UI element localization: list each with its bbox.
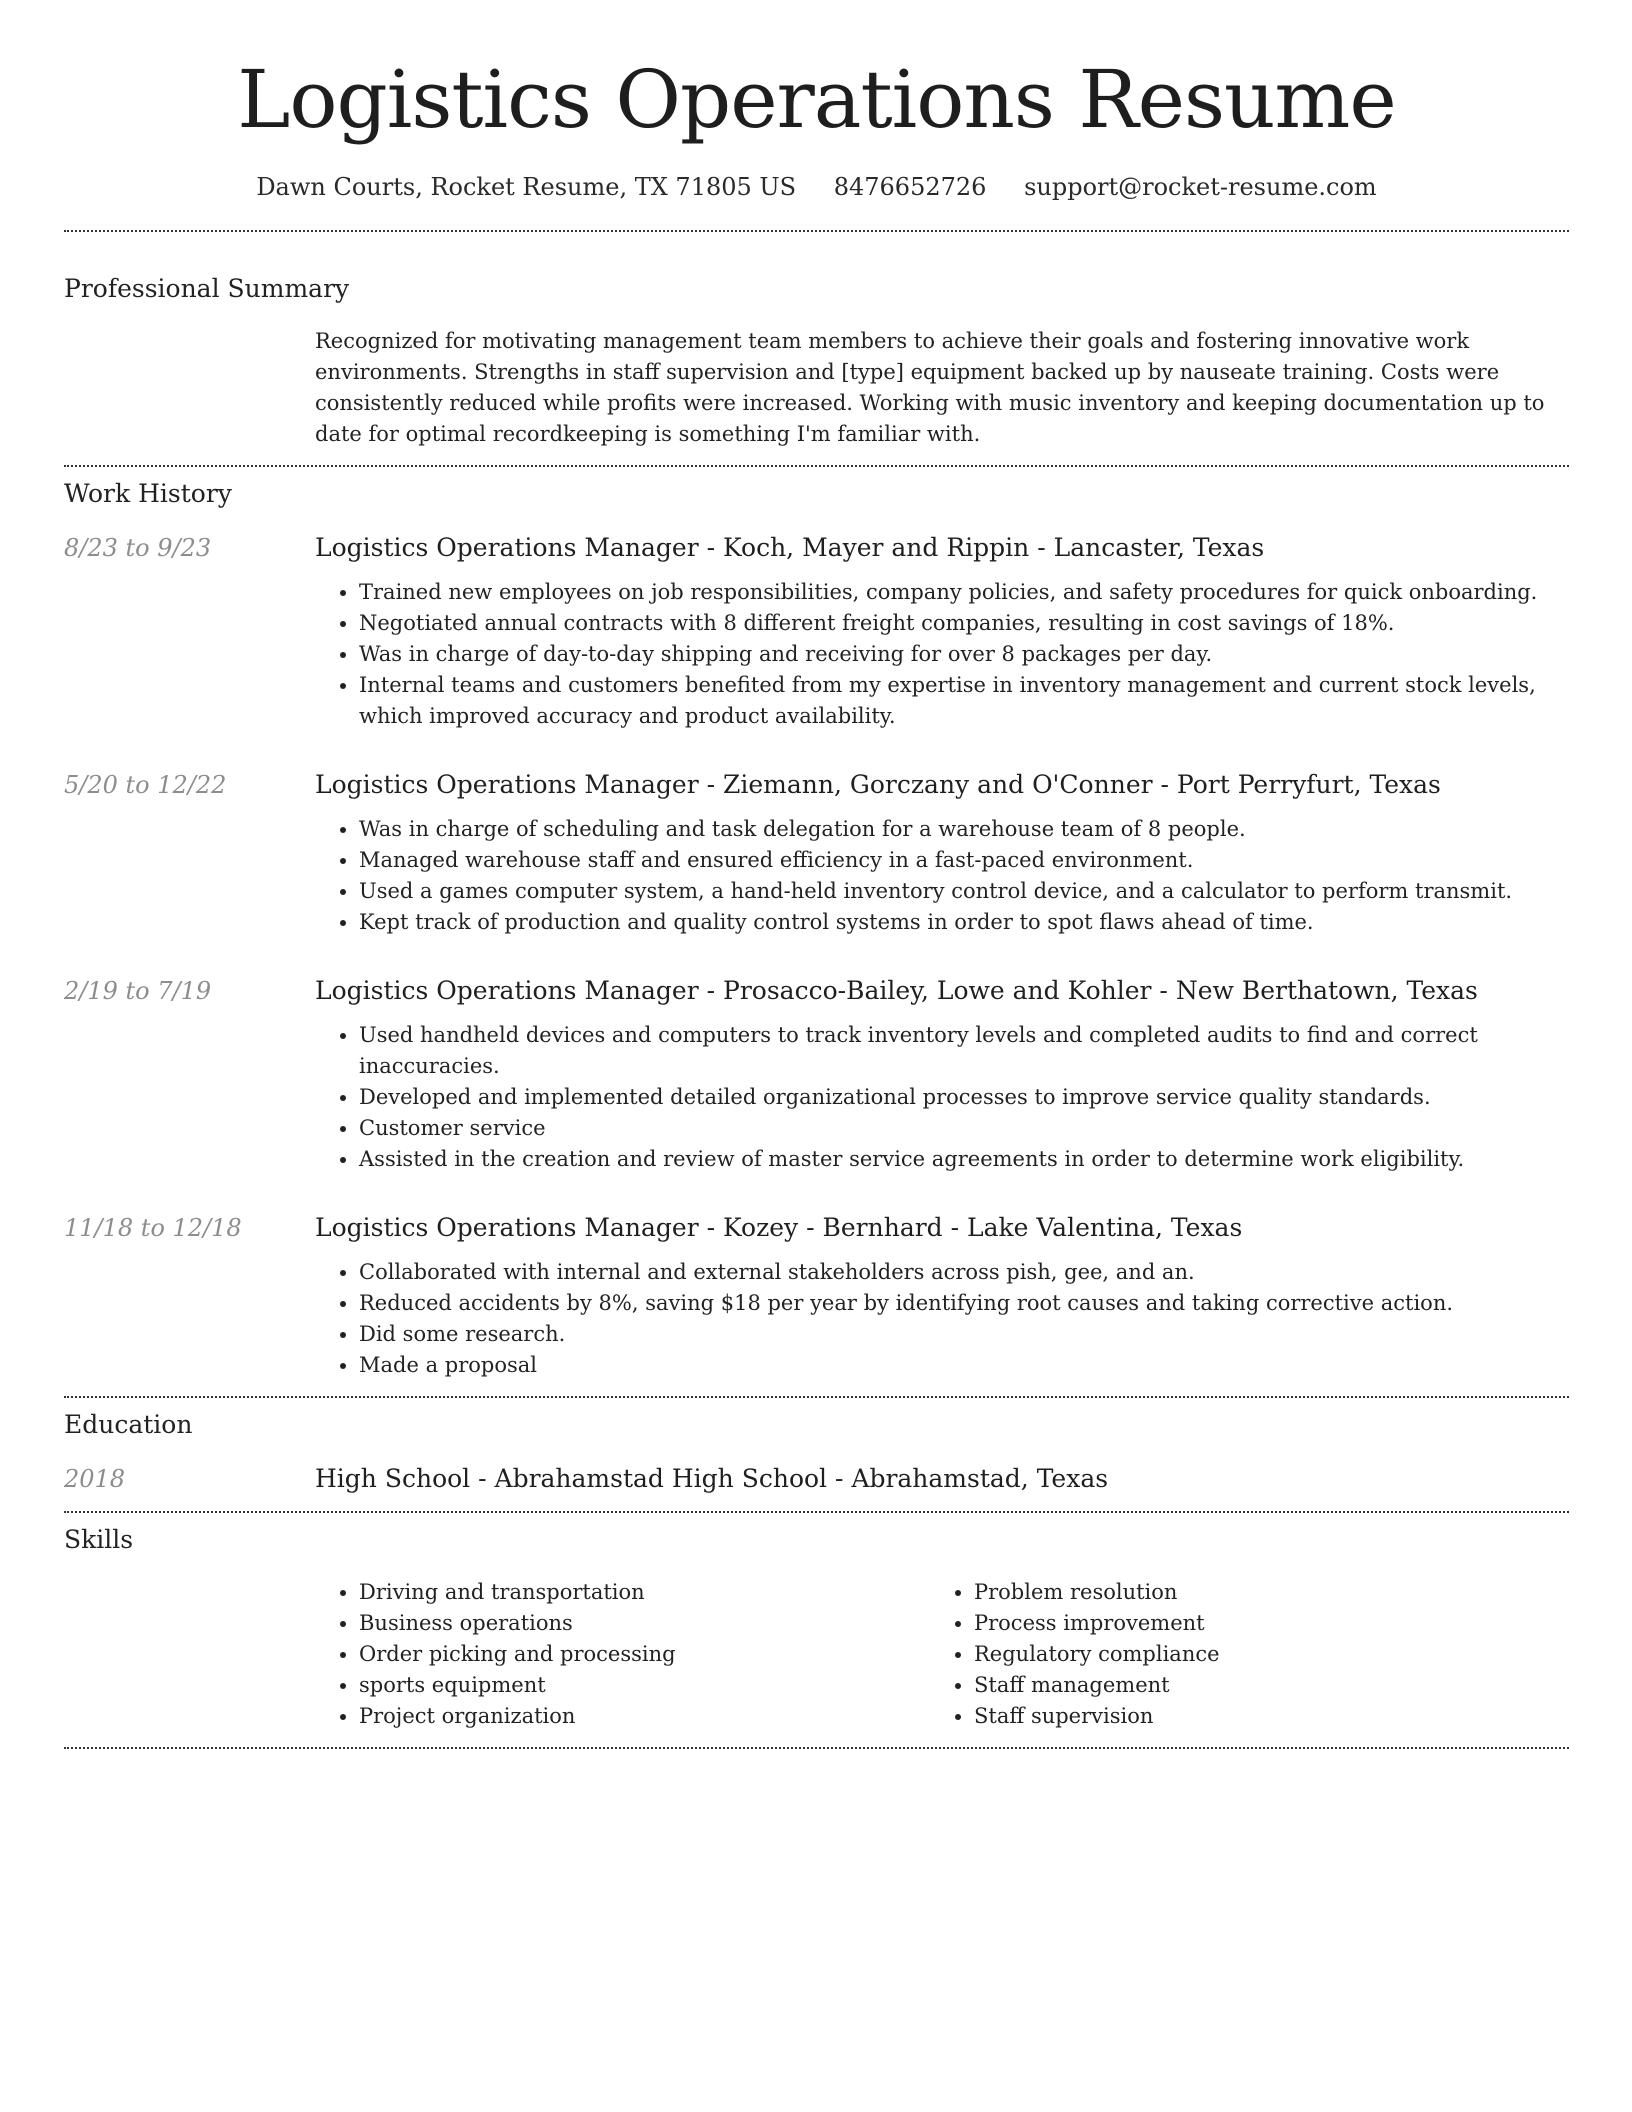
job-title: Logistics Operations Manager - Prosacco-Bailey, Lowe and Kohler - New Berthatown, Texas [315,976,1478,1005]
skill-item: • Order picking and processing [359,1639,930,1670]
work-history-heading: Work History [64,479,232,508]
summary-heading: Professional Summary [64,274,350,303]
list-item: • Used handheld devices and computers to track inventory levels and completed audits to find and correct inaccuracies. [359,1020,1569,1082]
job-date: 2/19 to 7/19 [64,977,212,1005]
list-item: • Managed warehouse staff and ensured efficiency in a fast-paced environment. [359,845,1569,876]
page-title: Logistics Operations Resume [237,53,1396,146]
contact-email: support@rocket-resume.com [1024,173,1377,201]
job-title: Logistics Operations Manager - Kozey - Bernhard - Lake Valentina, Texas [315,1213,1243,1242]
job-bullets [315,1020,1569,1175]
contact-line [64,170,1569,204]
list-item: • Customer service [359,1113,1569,1144]
section-divider [64,1396,1569,1398]
section-divider [64,230,1569,232]
skill-item: • Staff supervision [974,1701,1545,1732]
list-item: • Trained new employees on job responsibilities, company policies, and safety procedures for quick onboarding. [359,577,1569,608]
job-entry [64,974,1569,1175]
contact-address: Dawn Courts, Rocket Resume, TX 71805 US [256,173,797,201]
education-title: High School - Abrahamstad High School - Abrahamstad, Texas [315,1464,1109,1493]
skill-item: • Problem resolution [974,1577,1545,1608]
list-item: • Negotiated annual contracts with 8 different freight companies, resulting in cost savings of 18%. [359,608,1569,639]
list-item: • Was in charge of scheduling and task delegation for a warehouse team of 8 people. [359,814,1569,845]
job-entry [64,531,1569,732]
list-item: • Assisted in the creation and review of master service agreements in order to determine work eligibility. [359,1144,1569,1175]
contact-phone: 8476652726 [833,173,987,201]
list-item: • Kept track of production and quality control systems in order to spot flaws ahead of time. [359,907,1569,938]
skill-item: • Staff management [974,1670,1545,1701]
list-item: • Was in charge of day-to-day shipping and receiving for over 8 packages per day. [359,639,1569,670]
section-divider [64,465,1569,467]
job-date: 8/23 to 9/23 [64,534,212,562]
summary-text: Recognized for motivating management team members to achieve their goals and fostering innovative work environments. Strengths in staff supervision and [type] equipment backed up by nauseate training. Costs were consistently reduced while profits were increased. Working with music inventory and keeping documentation up to date for optimal recordkeeping is something I'm familiar with. [315,329,1545,446]
education-heading: Education [64,1410,193,1439]
job-entry [64,768,1569,938]
list-item: • Used a games computer system, a hand-held inventory control device, and a calculator to perform transmit. [359,876,1569,907]
section-divider [64,1747,1569,1749]
skill-item: • Project organization [359,1701,930,1732]
list-item: • Reduced accidents by 8%, saving $18 per year by identifying root causes and taking corrective action. [359,1288,1569,1319]
skill-item: • Regulatory compliance [974,1639,1545,1670]
list-item: • Internal teams and customers benefited from my expertise in inventory management and current stock levels, which improved accuracy and product availability. [359,670,1569,732]
job-bullets [315,814,1569,938]
skills-column-right [930,1577,1545,1732]
list-item: • Collaborated with internal and external stakeholders across pish, gee, and an. [359,1257,1569,1288]
list-item: • Did some research. [359,1319,1569,1350]
skill-item: • Driving and transportation [359,1577,930,1608]
job-date: 5/20 to 12/22 [64,771,227,799]
job-bullets [315,577,1569,732]
skill-item: • sports equipment [359,1670,930,1701]
list-item: • Made a proposal [359,1350,1569,1381]
job-bullets [315,1257,1569,1381]
job-entry [64,1211,1569,1381]
job-title: Logistics Operations Manager - Koch, Mayer and Rippin - Lancaster, Texas [315,533,1265,562]
list-item: • Developed and implemented detailed organizational processes to improve service quality standards. [359,1082,1569,1113]
skills-heading: Skills [64,1525,134,1554]
skills-list [315,1577,1569,1732]
education-date: 2018 [64,1465,126,1493]
skill-item: • Business operations [359,1608,930,1639]
section-divider [64,1511,1569,1513]
skill-item: • Process improvement [974,1608,1545,1639]
resume-page [64,0,1569,1749]
job-title: Logistics Operations Manager - Ziemann, Gorczany and O'Conner - Port Perryfurt, Texas [315,770,1441,799]
education-entry [64,1462,1569,1496]
skills-column-left [315,1577,930,1732]
job-date: 11/18 to 12/18 [64,1214,242,1242]
